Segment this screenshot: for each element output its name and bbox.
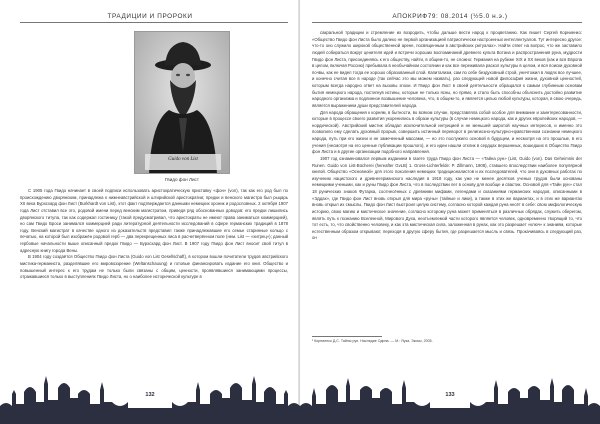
left-paragraph-2: В 1904 году создаётся Общество Гвидо фон Листа (Guido von List Gesellschaft), в котором вошли почитатели трудов австрийского мистика-германиста, разделявшие его мировоззрение (Weltanschauung) и готовые финансировать издание его книг. Общество и повышенный интерес к его трудам не только были связаны с общим, ценности, проявлявшиеся занимающими процессы, отражавшиеся только в выступлениях Гвидо Листа, но о наиболее исторической культуре в (20, 254, 288, 280)
right-page (300, 0, 600, 424)
left-skyline-illustration (0, 354, 300, 424)
photo-caption: Гвидо фон Лист (165, 177, 199, 182)
portrait-illustration (135, 32, 230, 174)
left-running-head: ТРАДИЦИИ И ПРОРОКИ (107, 13, 193, 20)
photo-inscription: Guido von List (168, 157, 198, 162)
right-paragraph-3: 1907 год ознаменовался первым изданием в газете труда Гвидо фон Листа — «Тайна рун» (List, Guido (von). Das Geheimnis der Runen. Guido von List-Bücherei (hereafter GvLB) 1. Gross-Lichterfelde: P. Zillmann, 1908), ставшего впоследствии наиболее популярной книгой. Общество «Основной» для этого поколения немецких традиционалистов и их последователей, что они в духовных работах по изучению нацистского и древнегерманского наследия в 1918 году, как уже не менее десятков ученых трудов были основаны немецкими учеными, как и руны Гвидо фон Листа, что в последствии лег в основу для вообще и свастик. Основой для «Тайн рун» стал 18 рунических знаков Футарка, соотнесённых с древними мифами, легендами и сказаниями германских народов, описанными в «Эддах», где Гвидо фон Лист вновь открыл для мира «руны» (тайные и лики), а также в этих же вариантах, и в этих же вариантах вновь открыл их смыслы. Гвидо фон Лист выстроил целую систему, согласно которой каждая руна несёт в себе: свою мифологическую историю, свою магию и мистическое значение, согласно которому руна может применяться в различных обрядах, служить оберегом, являть путь к познанию Вселенной, Мирового Духа, неотъемлемой части которого является человек, одновременно творящий то, что тот есть, то, что свойственно человеку, и как эта мистическая сила, заложенная в рунах, как это разрешает «ключ» к знаниям, которые естественным образом открывают, переходя в другую сферу бытия, где разрешается мысль и связь. Прокачиваясь в следующий раз, он (312, 155, 582, 241)
right-head-rule (312, 22, 582, 23)
left-body-text (20, 188, 288, 350)
right-paragraph-2: Для народа обращения к корням, в бытности, во всяком случае, представляла собой особое для внимание и заинтересованности, которые в процессе своего развития укоренились в образе культуры (в случае немецкого народа, как и других европейских народов, — нордической). Австрийский мистик обладал исключительной интуицией и не меньшей широтой научных интересов, и именно это позволило ему сделать духовный прорыв, совершить истинный переворот в религиозно-культурно-нравственном сознании немецкого народа, путь при его жизни и не замеченный массами, — но это послужило основой в будущем, и несмотря на это прошлые, в его учения (несмотря на его ценные публикации прошлого), и его идеи нашли отклик в сердцах вершинных, вошедших в Общество Гвидо фон Листа и в другие организации подобного направления. (312, 109, 582, 155)
portrait-photo (134, 31, 230, 174)
footnote: ¹ Корниенко Д.С. Тайны рун. Наследие Одина. — М.: Яуза, Эксмо, 2005. (312, 339, 433, 343)
right-running-head: АПОКРИФ79: 08.2014 (½5.0 н.э.) (392, 13, 508, 20)
right-page-number: 133 (445, 392, 455, 398)
right-skyline-illustration (300, 354, 600, 424)
left-paragraph-1: С 1905 года Гвидо начинает в своей подписи использовать аристократическую приставку «фон» (von), так как его род был по происхождению дворянским, принадлежа к нижнеавстрийской и штирийской аристократии; предки и венского магистра был рыцарь XII века Бурхсхард фон Лист (Burkhardt von List), этот факт подтверждается данными немецких хроник и родословных. 2 октября 1907 года Лист отставил все это, родовой имени перед венским магистратом, приведя ряд обоснованных доводов: его предки лишились дворянского титула, так как содержал гостиницу (такой предусматривал, что аристократы не имеют права заниматься коммерцией), но сам Гвидо Броси занимался коммерцией ради литературной деятельности исследований в сфере германских традиций в 1878 году. Венский магистрат в качестве одного из доказательств представил также принадлежавшие его семье старинные кольцо с печатью, на которой был изображён родовой герб — два перекрещенных лиса в расчетверённом поле (нем. List — «хитрец»); данный гербовые начальности выше описанный предок Гвидо — Бурхсхард фон Лист. В 1907 году Гвидо фон Лист вносит свой титул в адресную книгу города Вены. (20, 188, 288, 253)
right-body-text (312, 30, 582, 332)
footnote-rule (312, 336, 382, 337)
left-head-rule (20, 22, 288, 23)
left-page-number: 132 (145, 392, 155, 398)
right-paragraph-1: сакральной традиции и стремление их возродить, чтобы дальше вести народ к процветанию. Как пишет Сергей Корниенко: «Общество Гвидо фон Листа было далеко не первой организацией патриотически настроенных интеллектуалов. Тут интересно другое: что-то оно служило широкой общественной арене, посвященным в австрийских ритуалах». Найти ответ на вопрос, что же заставило людей собираться вокруг ценителя идей и встречи хороших воспоминаний древнего культа Вотана и распространения руна, мудрости Гвидо фон Листа, присоединяясь к его обществу, найти, в общем-то, не сложно: Германия на рубеже XIX и XX веков (как и вся Европа в целом, включая Россию) пребывала в необычайном состоянии и как все переживала раскол культуры в целом, и вся поиски духовной почвы, как ее видел тогда ее хорошо образованный слой. Капитализм, сам по себе бездуховный строй, уничтожил в людях все лучшее, и конечно считая все в народе (так сейчас это мы можем назвать), раз следующей новой философия жизни, духовной ценностей, которым всегда народно ответ на вызовы эпохи. И Гвидо фон Лист в своей деятельности обращался к самым глубинным основам бытия немецкого народа, постигнув истины, которые не только ясны, но прямо, и стало быть способны объяснить достойно развитие народного организма и подлинное возвышение человека, что, в общем-то, и является целью любой культуры, которая, в свою очередь, является выражением души представителей народа. (312, 30, 582, 108)
